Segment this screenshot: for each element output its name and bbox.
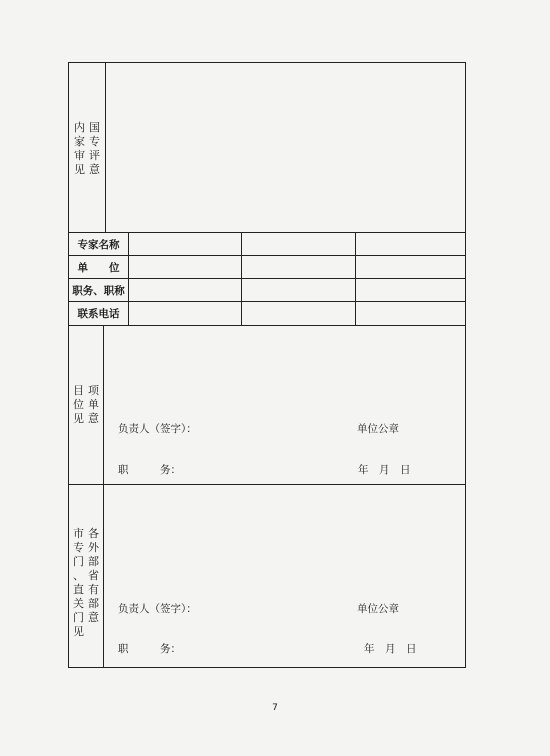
date-label: 年 月 日 bbox=[364, 643, 417, 655]
signer-label: 负责人（签字）： bbox=[118, 603, 197, 615]
label-column: 内 家 审 见 bbox=[74, 121, 85, 176]
page-number: 7 bbox=[272, 703, 278, 713]
label-column: 各 外 部 省 有 部 意 bbox=[88, 527, 99, 624]
date-label: 年 月 日 bbox=[358, 464, 411, 476]
column-divider bbox=[355, 232, 356, 325]
row-divider bbox=[68, 325, 466, 326]
label-column: 市 专 门 、 直 关 门 见 bbox=[73, 527, 84, 638]
column-divider bbox=[103, 325, 104, 668]
label-column: 项 单 意 bbox=[88, 384, 99, 425]
column-divider bbox=[105, 62, 106, 232]
expert-name-label: 专家名称 bbox=[77, 238, 120, 251]
label-column: 目 位 见 bbox=[73, 384, 84, 425]
row-divider bbox=[68, 484, 466, 485]
column-divider bbox=[241, 232, 242, 325]
form-table bbox=[68, 62, 466, 668]
label-column: 国 专 评 意 bbox=[89, 121, 100, 176]
seal-label: 单位公章 bbox=[357, 423, 399, 435]
department-label bbox=[70, 527, 102, 639]
seal-label: 单位公章 bbox=[357, 603, 399, 615]
signer-label: 负责人（签字）： bbox=[118, 423, 197, 435]
unit-label: 单 位 bbox=[77, 261, 120, 274]
expert-review-label bbox=[70, 121, 104, 177]
column-divider bbox=[128, 232, 129, 325]
position-label: 职 务： bbox=[118, 643, 181, 655]
title-label: 职务、职称 bbox=[72, 284, 125, 297]
position-label: 职 务： bbox=[118, 464, 181, 476]
phone-label: 联系电话 bbox=[77, 308, 120, 320]
project-unit-label bbox=[70, 384, 102, 426]
